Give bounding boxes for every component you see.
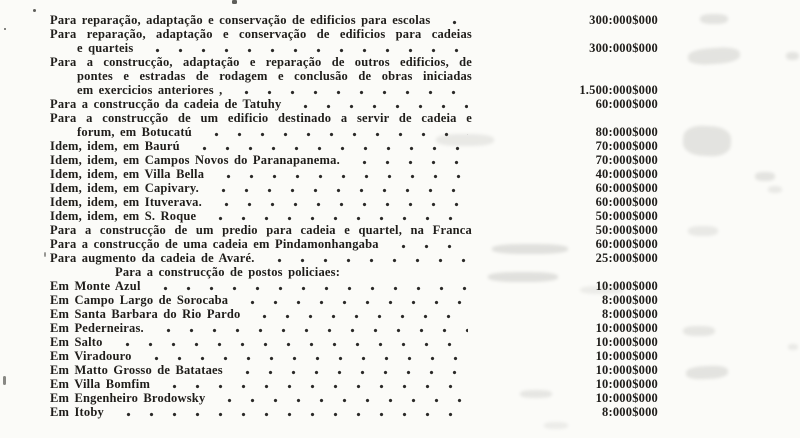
dot-leader <box>112 335 468 349</box>
item-label: Em Engenheiro Brodowsky <box>50 390 206 405</box>
line-content <box>50 97 472 111</box>
line-content <box>50 27 472 41</box>
line-content <box>50 223 472 237</box>
budget-line <box>0 391 800 405</box>
amount-value: 60:000$000 <box>595 96 658 111</box>
amount-value: 80:000$000 <box>595 124 658 139</box>
amount-value: 60:000$000 <box>595 194 658 209</box>
item-label: Idem, idem, em Campos Novos do Paranapanema. <box>50 152 340 167</box>
budget-line <box>0 363 800 377</box>
budget-line <box>0 223 800 237</box>
budget-line <box>0 111 800 125</box>
item-label: Idem, idem, em Capivary. <box>50 180 199 195</box>
dot-leader <box>264 251 468 265</box>
line-content <box>50 181 472 195</box>
dot-leader <box>142 41 468 55</box>
budget-line <box>0 69 800 83</box>
line-content <box>50 307 472 321</box>
line-content <box>50 405 472 419</box>
line-content <box>77 41 472 55</box>
line-content <box>50 195 472 209</box>
item-label: Para a construcção, adaptação e reparação de outros edificios, de <box>50 54 472 69</box>
item-label: Em Monte Azul <box>50 278 141 293</box>
line-content <box>77 125 472 139</box>
budget-line <box>0 167 800 181</box>
amount-value: 300:000$000 <box>589 40 658 55</box>
item-label: e quarteis <box>77 40 134 55</box>
line-content <box>50 391 472 405</box>
budget-line <box>0 83 800 97</box>
dot-leader <box>205 209 468 223</box>
budget-line <box>0 139 800 153</box>
line-content <box>50 167 472 181</box>
amount-value: 8:000$000 <box>602 292 658 307</box>
dot-leader <box>232 363 468 377</box>
dot-leader <box>388 237 468 251</box>
item-label: Para a construcção de uma cadeia em Pindamonhangaba <box>50 236 379 251</box>
amount-value: 10:000$000 <box>595 334 658 349</box>
budget-line <box>0 293 800 307</box>
line-content <box>50 321 472 335</box>
item-label: forum, em Botucatú <box>77 124 192 139</box>
line-content <box>50 349 472 363</box>
line-content <box>50 377 472 391</box>
item-label: Para a construcção de um predio para cadeia e quartel, na Franca <box>50 222 472 237</box>
dot-leader <box>249 307 468 321</box>
item-label: Para reparação, adaptação e conservação de edificios para cadeias <box>50 26 472 41</box>
dot-leader <box>211 195 468 209</box>
amount-value: 40:000$000 <box>595 166 658 181</box>
line-content <box>50 111 472 125</box>
line-content <box>50 139 472 153</box>
item-label: Para a construcção da cadeia de Tatuhy <box>50 96 282 111</box>
dot-leader <box>290 97 468 111</box>
line-content <box>77 69 472 83</box>
amount-value: 1.500:000$000 <box>579 82 658 97</box>
item-label: Em Matto Grosso de Batataes <box>50 362 223 377</box>
dot-leader <box>439 13 468 27</box>
amount-value: 25:000$000 <box>595 250 658 265</box>
line-content <box>50 363 472 377</box>
dot-leader <box>208 181 468 195</box>
dot-leader <box>213 167 468 181</box>
budget-line <box>0 181 800 195</box>
budget-line <box>0 265 800 279</box>
dot-leader <box>141 349 468 363</box>
amount-value: 70:000$000 <box>595 138 658 153</box>
amount-value: 10:000$000 <box>595 278 658 293</box>
budget-line <box>0 335 800 349</box>
budget-line <box>0 405 800 419</box>
line-content <box>115 265 340 279</box>
budget-line <box>0 377 800 391</box>
line-content <box>50 153 472 167</box>
item-label: em exercicios anteriores , <box>77 82 223 97</box>
item-label: Para a construcção de postos policiaes: <box>115 264 341 279</box>
item-label: pontes e estradas de rodagem e conclusão de obras iniciadas <box>77 68 472 83</box>
budget-line <box>0 125 800 139</box>
line-content <box>50 237 472 251</box>
item-label: Em Villa Bomfim <box>50 376 151 391</box>
budget-line <box>0 55 800 69</box>
budget-line <box>0 279 800 293</box>
dot-leader <box>189 139 468 153</box>
line-content <box>50 335 472 349</box>
line-content <box>50 13 472 27</box>
item-label: Em Viradouro <box>50 348 132 363</box>
item-label: Em Santa Barbara do Rio Pardo <box>50 306 241 321</box>
item-label: Para a construcção de um edificio destinado a servir de cadeia e <box>50 110 472 125</box>
line-content <box>50 251 472 265</box>
item-label: Para augmento da cadeia de Avaré. <box>50 250 255 265</box>
line-content <box>50 293 472 307</box>
budget-line <box>0 13 800 27</box>
budget-line <box>0 97 800 111</box>
dot-leader <box>214 391 468 405</box>
amount-value: 10:000$000 <box>595 348 658 363</box>
dot-leader <box>201 125 468 139</box>
amount-value: 10:000$000 <box>595 390 658 405</box>
budget-line <box>0 209 800 223</box>
amount-value: 300:000$000 <box>589 12 658 27</box>
dot-leader <box>231 83 468 97</box>
item-label: Idem, idem, em S. Roque <box>50 208 197 223</box>
item-label: Idem, idem, em Villa Bella <box>50 166 205 181</box>
line-content <box>50 55 472 69</box>
amount-value: 60:000$000 <box>595 180 658 195</box>
amount-value: 70:000$000 <box>595 152 658 167</box>
line-content <box>50 209 472 223</box>
item-label: Em Salto <box>50 334 103 349</box>
item-label: Para reparação, adaptação e conservação de edificios para escolas <box>50 12 431 27</box>
item-label: Idem, idem, em Ituverava. <box>50 194 202 209</box>
line-content <box>77 83 472 97</box>
budget-line <box>0 251 800 265</box>
amount-value: 10:000$000 <box>595 320 658 335</box>
dot-leader <box>150 279 468 293</box>
budget-line <box>0 27 800 41</box>
item-label: Em Campo Largo de Sorocaba <box>50 292 229 307</box>
budget-line <box>0 195 800 209</box>
amount-value: 8:000$000 <box>602 306 658 321</box>
amount-value: 8:000$000 <box>602 404 658 419</box>
amount-value: 10:000$000 <box>595 362 658 377</box>
amount-value: 50:000$000 <box>595 208 658 223</box>
line-content <box>50 279 472 293</box>
budget-line <box>0 349 800 363</box>
amount-value: 50:000$000 <box>595 222 658 237</box>
dot-leader <box>153 321 468 335</box>
dot-leader <box>113 405 468 419</box>
item-label: Idem, idem, em Baurú <box>50 138 180 153</box>
item-label: Em Pederneiras. <box>50 320 144 335</box>
budget-line <box>0 321 800 335</box>
dot-leader <box>349 153 468 167</box>
budget-line <box>0 153 800 167</box>
dot-leader <box>237 293 468 307</box>
budget-line <box>0 41 800 55</box>
budget-line <box>0 307 800 321</box>
amount-value: 60:000$000 <box>595 236 658 251</box>
amount-value: 10:000$000 <box>595 376 658 391</box>
dot-leader <box>159 377 468 391</box>
item-label: Em Itoby <box>50 404 104 419</box>
budget-line <box>0 237 800 251</box>
